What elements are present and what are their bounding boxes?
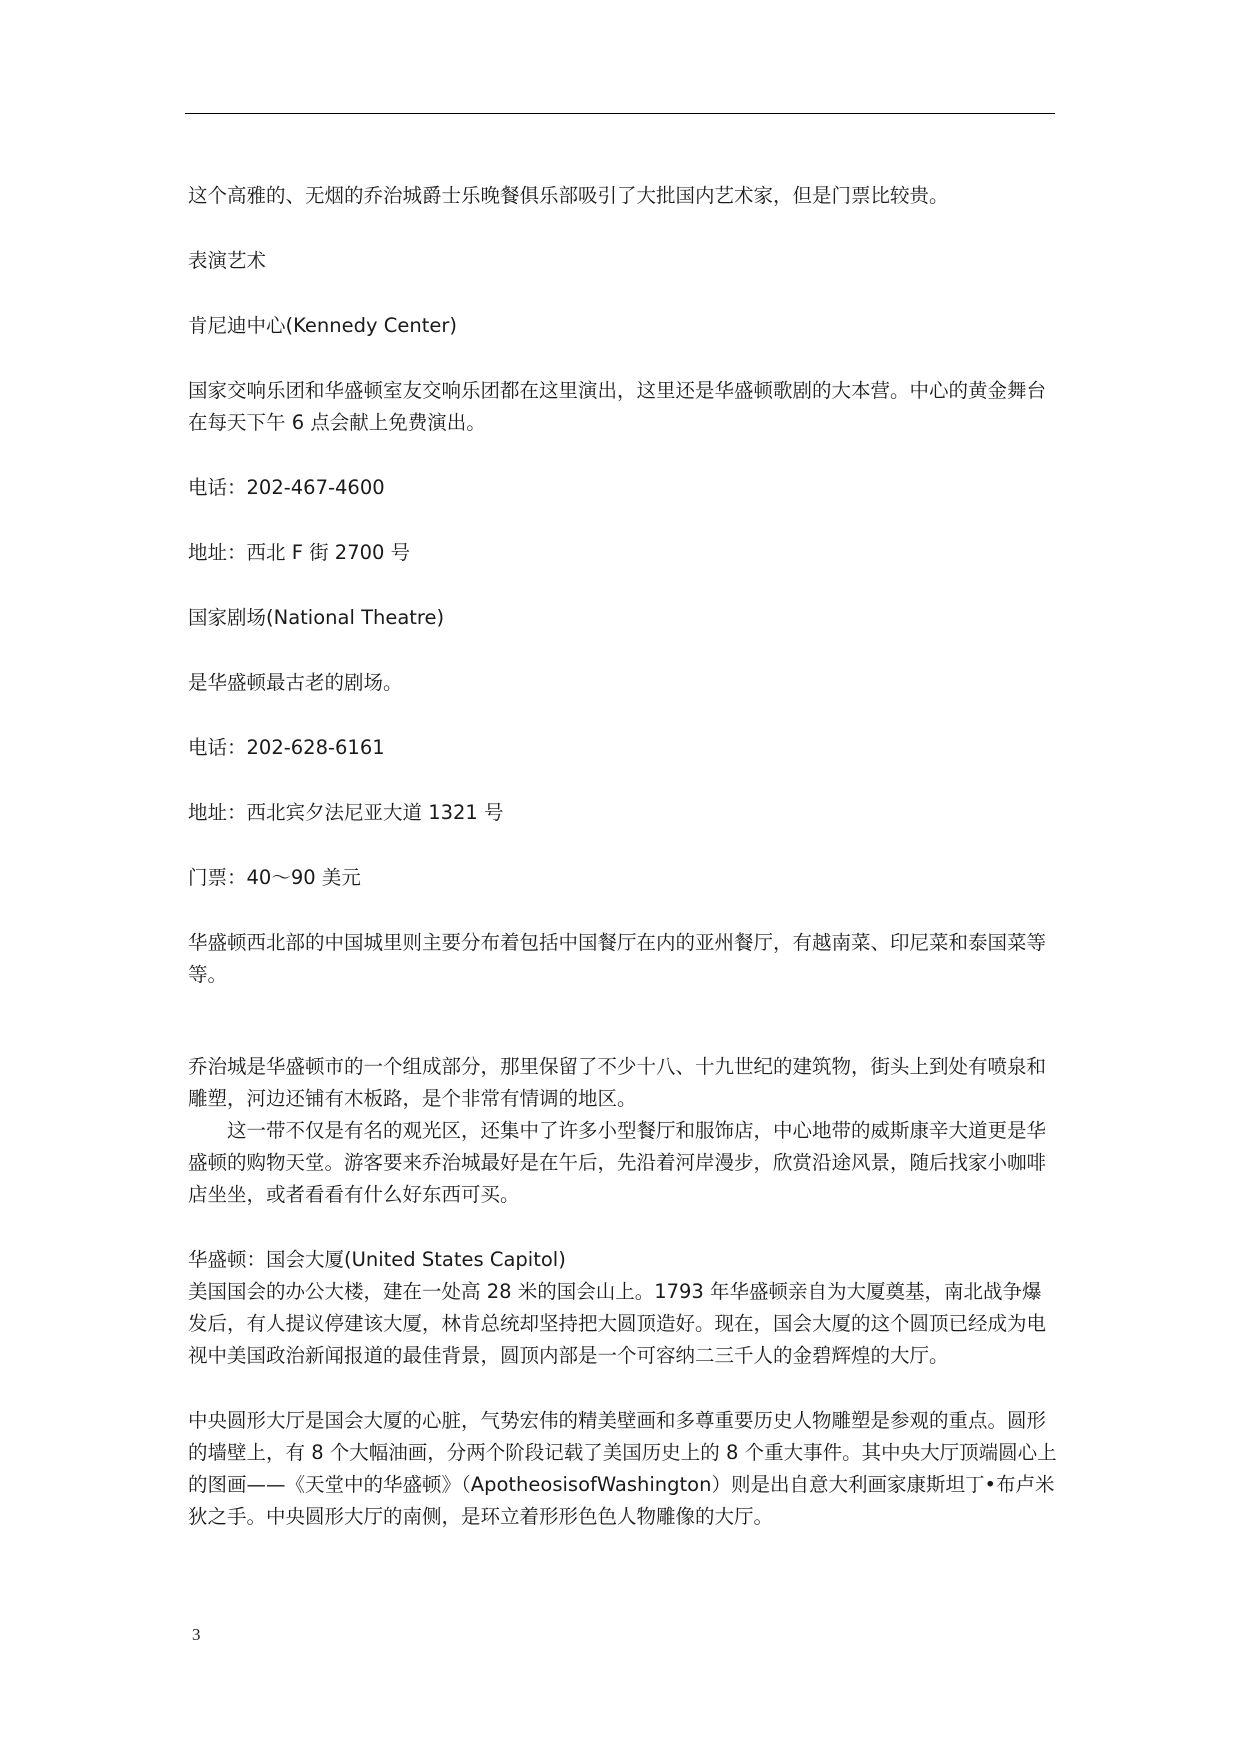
paragraph-national-theatre: 是华盛顿最古老的剧场。 (188, 671, 403, 694)
heading-national-theatre: 国家剧场(National Theatre) (188, 606, 445, 629)
header-rule (185, 113, 1055, 114)
kennedy-address: 地址：西北 F 街 2700 号 (188, 541, 411, 564)
national-theatre-tickets: 门票：40～90 美元 (188, 866, 361, 889)
heading-performing-arts: 表演艺术 (188, 249, 267, 272)
paragraph-chinatown: 华盛顿西北部的中国城里则主要分布着包括中国餐厅在内的亚州餐厅，有越南菜、印尼菜和泰国菜等等。 (188, 931, 1047, 986)
heading-capitol: 华盛顿：国会大厦(United States Capitol) (188, 1248, 566, 1271)
paragraph-rotunda: 中央圆形大厅是国会大厦的心脏，气势宏伟的精美壁画和多尊重要历史人物雕塑是参观的重点。圆形的墙壁上，有 8 个大幅油画，分两个阶段记载了美国历史上的 8 个重大事件。其中央大厅顶端圆心上的图画——《天堂中的华盛顿》（ApotheosisofWashington）则是出自意大利画家康斯坦丁•布卢米狄之手。中央圆形大厅的南侧，是环立着形形色色人物雕像的大厅。 (188, 1409, 1057, 1528)
paragraph-jazz-club: 这个高雅的、无烟的乔治城爵士乐晚餐俱乐部吸引了大批国内艺术家，但是门票比较贵。 (188, 184, 949, 207)
kennedy-phone: 电话：202-467-4600 (188, 476, 385, 499)
paragraph-georgetown-intro: 乔治城是华盛顿市的一个组成部分，那里保留了不少十八、十九世纪的建筑物，街头上到处有喷泉和雕塑，河边还铺有木板路，是个非常有情调的地区。 (188, 1055, 1047, 1110)
national-theatre-address: 地址：西北宾夕法尼亚大道 1321 号 (188, 801, 504, 824)
paragraph-georgetown-shopping: 这一带不仅是有名的观光区，还集中了许多小型餐厅和服饰店，中心地带的威斯康辛大道更是华盛顿的购物天堂。游客要来乔治城最好是在午后，先沿着河岸漫步，欣赏沿途风景，随后找家小咖啡店坐坐，或者看看有什么好东西可买。 (188, 1119, 1047, 1206)
paragraph-kennedy-description: 国家交响乐团和华盛顿室友交响乐团都在这里演出，这里还是华盛顿歌剧的大本营。中心的黄金舞台在每天下午 6 点会献上免费演出。 (188, 379, 1047, 434)
national-theatre-phone: 电话：202-628-6161 (188, 736, 385, 759)
heading-kennedy-center: 肯尼迪中心(Kennedy Center) (188, 314, 457, 337)
paragraph-capitol-description: 美国国会的办公大楼，建在一处高 28 米的国会山上。1793 年华盛顿亲自为大厦奠基，南北战争爆发后，有人提议停建该大厦，林肯总统却坚持把大圆顶造好。现在，国会大厦的这个圆顶已经成为电视中美国政治新闻报道的最佳背景，圆顶内部是一个可容纳二三千人的金碧辉煌的大厅。 (188, 1280, 1047, 1367)
page-number: 3 (192, 1625, 201, 1644)
document-body (188, 180, 1058, 1533)
